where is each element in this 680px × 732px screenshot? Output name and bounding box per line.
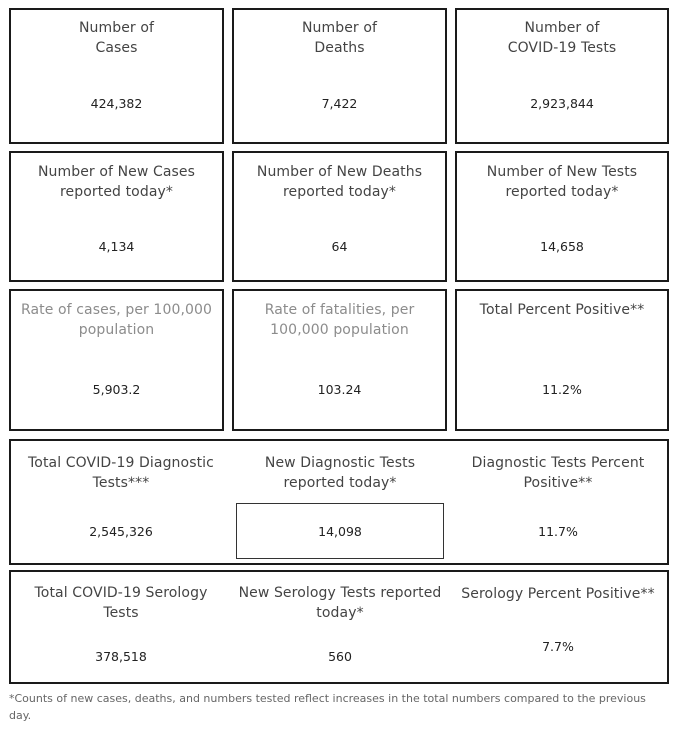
card-value: 2,923,844 xyxy=(530,96,594,111)
card-value: 14,658 xyxy=(540,239,584,254)
card-label: Diagnostic Tests Percent Positive** xyxy=(471,455,645,491)
card-label: Serology Percent Positive** xyxy=(461,586,655,602)
card-label: Number of Deaths xyxy=(301,20,378,56)
footnote: *Counts of new cases, deaths, and numbers tested reflect increases in the total numbers compared to the previous day. xyxy=(9,692,646,722)
card-value: 5,903.2 xyxy=(92,382,141,397)
card-number-of-deaths xyxy=(232,8,447,144)
card-value: 64 xyxy=(331,239,348,254)
card-new-deaths xyxy=(232,151,447,282)
serology-total-cell xyxy=(11,572,231,682)
card-value: 378,518 xyxy=(95,649,147,664)
card-label: Rate of fatalities, per 100,000 population xyxy=(264,302,415,338)
card-label: Number of New Cases reported today* xyxy=(37,164,196,200)
card-label: Total Percent Positive** xyxy=(479,302,645,318)
diagnostic-tests-panel xyxy=(9,439,669,565)
card-number-of-cases xyxy=(9,8,224,144)
card-new-cases xyxy=(9,151,224,282)
card-rate-of-cases xyxy=(9,289,224,431)
card-label: Number of Cases xyxy=(78,20,155,56)
serology-new-cell xyxy=(231,572,449,682)
serology-percent-cell xyxy=(449,572,667,682)
card-value: 7.7% xyxy=(542,639,574,654)
diagnostic-total-cell xyxy=(11,441,231,563)
card-value: 11.2% xyxy=(542,382,582,397)
card-label: New Serology Tests reported today* xyxy=(238,585,442,621)
card-value: 14,098 xyxy=(318,524,362,539)
card-label: Number of New Tests reported today* xyxy=(486,164,638,200)
card-value: 7,422 xyxy=(321,96,358,111)
card-label: Number of COVID-19 Tests xyxy=(507,20,617,56)
card-label: Rate of cases, per 100,000 population xyxy=(20,302,213,338)
card-value: 4,134 xyxy=(98,239,135,254)
card-label: Total COVID-19 Serology Tests xyxy=(34,585,208,621)
card-new-tests xyxy=(455,151,669,282)
card-total-percent-positive xyxy=(455,289,669,431)
card-value: 560 xyxy=(328,649,352,664)
diagnostic-new-cell xyxy=(231,441,449,563)
card-value: 11.7% xyxy=(538,524,578,539)
card-label: Number of New Deaths reported today* xyxy=(256,164,423,200)
card-label: New Diagnostic Tests reported today* xyxy=(264,455,416,491)
card-number-of-tests xyxy=(455,8,669,144)
card-label: Total COVID-19 Diagnostic Tests*** xyxy=(28,455,214,491)
card-rate-of-fatalities xyxy=(232,289,447,431)
serology-tests-panel xyxy=(9,570,669,684)
card-value: 103.24 xyxy=(317,382,362,397)
card-value: 2,545,326 xyxy=(89,524,153,539)
diagnostic-percent-cell xyxy=(449,441,667,563)
card-value: 424,382 xyxy=(90,96,143,111)
